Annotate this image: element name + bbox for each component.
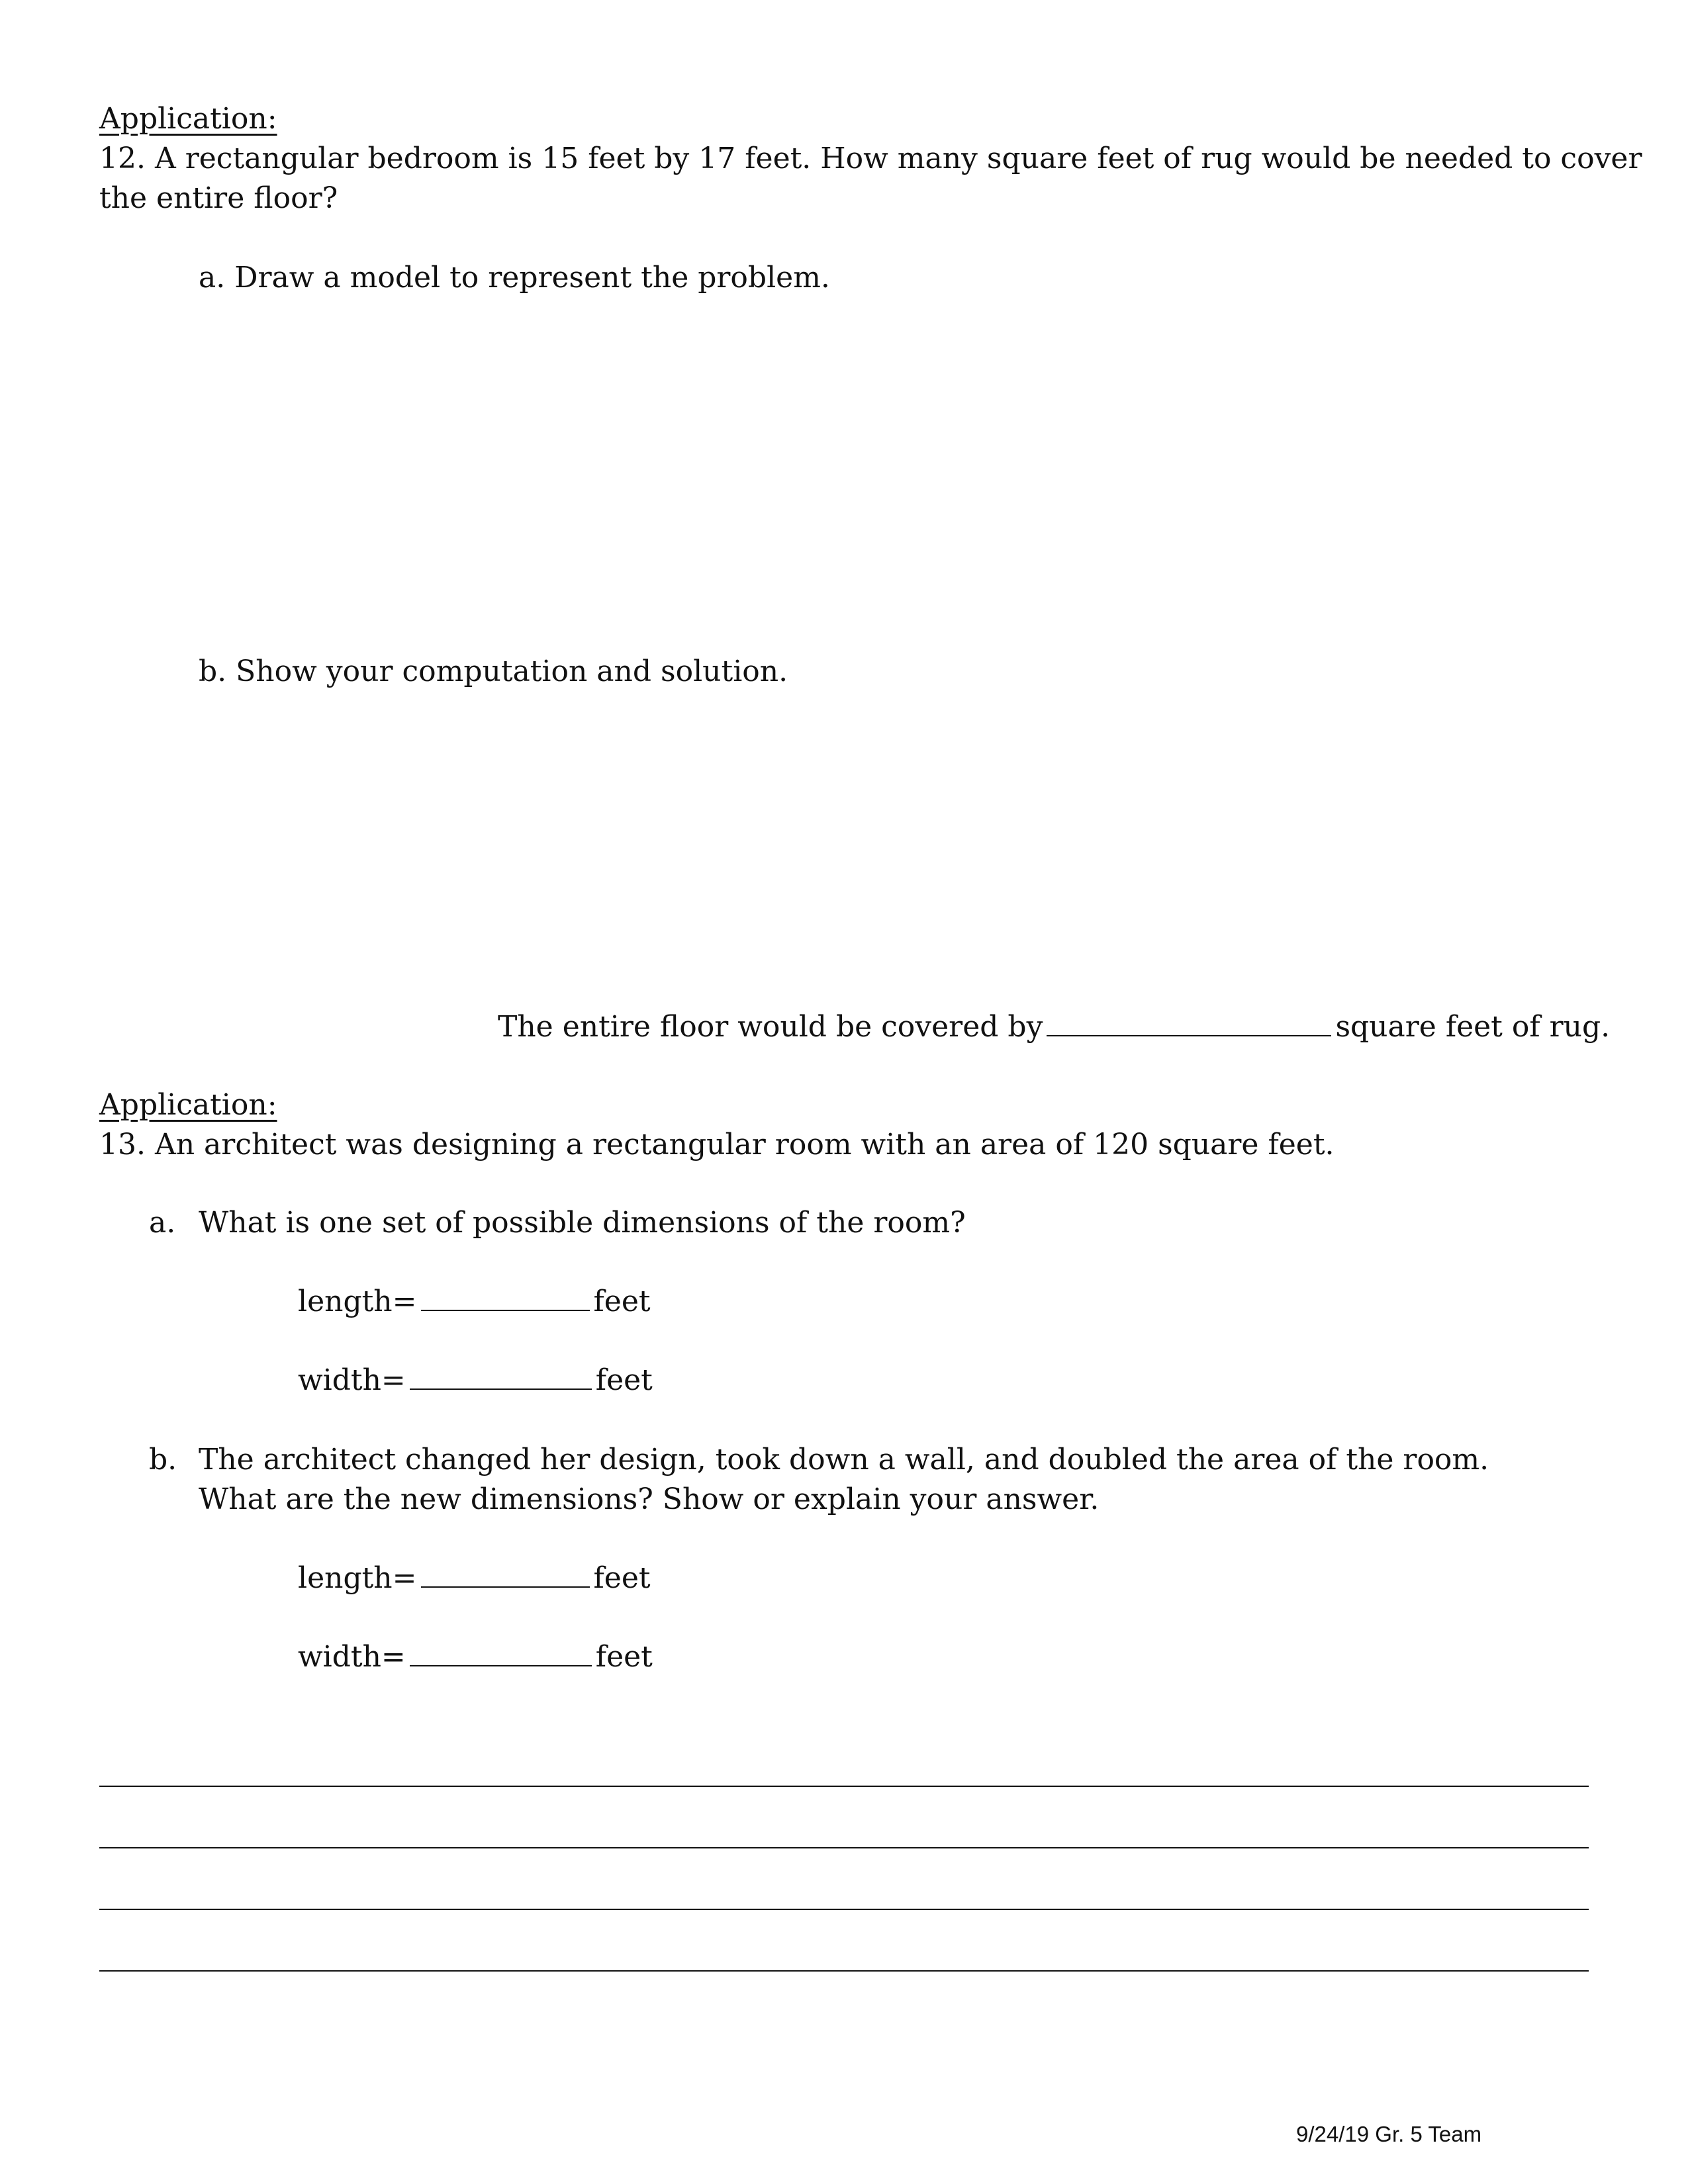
question-12-text-line1: 12. A rectangular bedroom is 15 feet by 17 feet. How many square feet of rug would be needed to cover bbox=[99, 142, 1642, 175]
question-13-part-b-line2: What are the new dimensions? Show or explain your answer. bbox=[199, 1482, 1100, 1516]
length-unit: feet bbox=[593, 1285, 651, 1318]
question-13-part-b-marker: b. bbox=[149, 1443, 177, 1477]
width-unit: feet bbox=[595, 1363, 653, 1397]
part-a-width-row bbox=[298, 1361, 653, 1400]
answer-writing-line[interactable] bbox=[99, 1847, 1589, 1848]
part-b-width-blank[interactable] bbox=[410, 1639, 592, 1666]
part-b-width-row bbox=[298, 1637, 653, 1677]
section-heading-13: Application: bbox=[99, 1088, 277, 1122]
question-13-text: 13. An architect was designing a rectangular room with an area of 120 square feet. bbox=[99, 1128, 1335, 1161]
part-b-length-row bbox=[298, 1559, 651, 1598]
length-label: length= bbox=[298, 1561, 417, 1595]
question-13-part-a-marker: a. bbox=[149, 1206, 176, 1240]
question-12-part-a: a. Draw a model to represent the problem. bbox=[199, 261, 830, 295]
section-heading-12: Application: bbox=[99, 102, 277, 136]
part-a-length-blank[interactable] bbox=[421, 1283, 590, 1311]
answer-blank[interactable] bbox=[1047, 1009, 1331, 1036]
answer-writing-line[interactable] bbox=[99, 1786, 1589, 1787]
part-b-length-blank[interactable] bbox=[421, 1560, 590, 1588]
part-a-length-row bbox=[298, 1282, 651, 1322]
length-unit: feet bbox=[593, 1561, 651, 1595]
question-13-part-b-line1: The architect changed her design, took down a wall, and doubled the area of the room. bbox=[199, 1443, 1489, 1477]
length-label: length= bbox=[298, 1285, 417, 1318]
width-label: width= bbox=[298, 1363, 406, 1397]
answer-suffix: square feet of rug. bbox=[1335, 1010, 1611, 1044]
question-12-text-line2: the entire floor? bbox=[99, 181, 338, 215]
answer-writing-line[interactable] bbox=[99, 1970, 1589, 1972]
question-12-answer-line bbox=[498, 1007, 1610, 1047]
answer-writing-line[interactable] bbox=[99, 1909, 1589, 1910]
page-footer: 9/24/19 Gr. 5 Team bbox=[1296, 2122, 1482, 2146]
width-label: width= bbox=[298, 1640, 406, 1674]
width-unit: feet bbox=[595, 1640, 653, 1674]
part-a-width-blank[interactable] bbox=[410, 1362, 592, 1390]
question-12-part-b: b. Show your computation and solution. bbox=[199, 655, 788, 688]
question-13-part-a-text: What is one set of possible dimensions of the room? bbox=[199, 1206, 966, 1240]
answer-prefix: The entire floor would be covered by bbox=[498, 1010, 1043, 1044]
